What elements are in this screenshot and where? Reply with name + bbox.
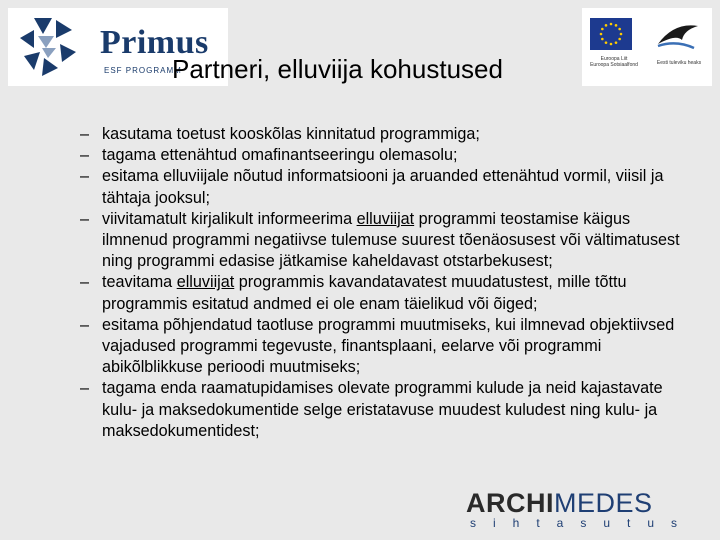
primus-tagline: ESF PROGRAMM	[104, 66, 182, 75]
slide-title: Partneri, elluviija kohustused	[172, 54, 503, 84]
eu-star	[610, 43, 613, 46]
eu-star	[618, 28, 621, 31]
estonia-caption: Eesti tuleviku heaks	[656, 60, 702, 66]
bullet-dash: –	[80, 379, 90, 398]
archimedes-wordmark	[466, 488, 653, 519]
archimedes-thin: MEDES	[554, 488, 653, 518]
eu-caption-line-1: Euroopa Liit	[600, 56, 628, 62]
primus-wordmark: Primus	[100, 24, 209, 61]
archimedes-bold: ARCHI	[466, 488, 554, 518]
bullet-dash: –	[80, 315, 90, 334]
eu-star	[600, 33, 603, 36]
eu-star	[618, 38, 621, 41]
obligations-list	[80, 124, 680, 442]
list-item-text: kasutama toetust kooskõlas kinnitatud programmiga;	[102, 125, 480, 143]
bullet-dash: –	[80, 209, 90, 228]
list-item	[80, 315, 680, 379]
list-item	[80, 124, 680, 145]
list-item	[80, 378, 680, 442]
list-item-text-pre: viivitamatult kirjalikult informeerima	[102, 209, 357, 228]
list-item	[80, 145, 680, 166]
eu-estonia-logos	[582, 8, 712, 86]
eu-star	[620, 33, 623, 36]
archimedes-logo	[466, 488, 712, 534]
list-item-text: esitama elluviijale nõutud informatsiooni ja aruanded ettenähtud vormil, viisil ja tähtaja jooksul;	[102, 167, 664, 207]
bullet-dash: –	[80, 167, 90, 186]
underlined-term: elluviijat	[176, 273, 235, 292]
list-item-text: tagama enda raamatupidamises olevate programmi kulude ja neid kajastavate kulu- ja maksedokumentide selge eristatavuse muudest kuludest ning kulu- ja maksedokumentidest;	[102, 379, 663, 440]
list-item-text: esitama põhjendatud taotluse programmi muutmiseks, kui ilmnevad objektiivsed vajadused programmi tegevuste, finantsplaani, eelarve või programmi abikõlblikkuse perioodi muutmiseks;	[102, 315, 675, 377]
bullet-dash: –	[80, 146, 90, 165]
list-item	[80, 272, 680, 314]
list-item-text-post: programmi teostamise käigus ilmnenud programmi negatiivse tulemuse suurest tõenäosusest või vältimatusest ning programmi edasise jätkamise kaheldavast otstarbekusest;	[102, 209, 680, 271]
primus-emblem-icon	[12, 12, 82, 82]
list-item	[80, 166, 680, 208]
eu-caption	[586, 56, 642, 68]
list-item	[80, 209, 680, 273]
eu-flag-icon	[590, 18, 632, 50]
eu-star	[615, 24, 618, 27]
list-item-text-post: programmis kavandatavatest muudatustest, mille tõttu programmis esitatud andmed ei ole enam täielikud või õiged;	[102, 273, 627, 313]
list-item-text-pre: teavitama	[102, 273, 177, 292]
eu-star	[610, 23, 613, 26]
bullet-dash: –	[80, 273, 90, 292]
estonia-swallow-icon	[654, 18, 702, 54]
archimedes-tagline: sihtasutus	[470, 516, 695, 530]
underlined-term: elluviijat	[356, 209, 415, 228]
list-item-text: tagama ettenähtud omafinantseeringu olemasolu;	[102, 146, 458, 165]
eu-star	[601, 28, 604, 31]
eu-star	[601, 38, 604, 41]
eu-caption-line-2: Euroopa Sotsiaalfond	[590, 62, 638, 68]
eu-star	[605, 41, 608, 44]
bullet-dash: –	[80, 125, 90, 143]
eu-star	[615, 41, 618, 44]
eu-star	[605, 24, 608, 27]
